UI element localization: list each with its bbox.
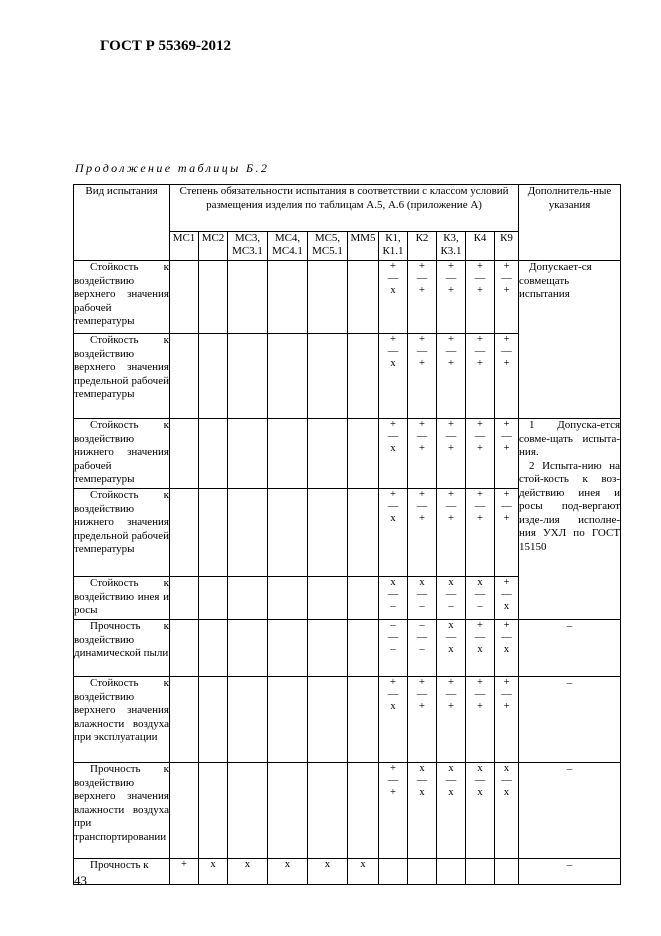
requirement-mark: + — +	[408, 334, 437, 419]
requirement-mark: +	[170, 859, 199, 885]
requirement-mark: x — –	[408, 577, 437, 620]
requirement-mark: + — +	[408, 677, 437, 763]
requirement-mark	[199, 620, 228, 677]
note-paragraph: 1 Допуска-ется совме-щать испыта-ния.	[519, 419, 621, 458]
requirement-mark	[437, 859, 466, 885]
requirement-mark	[308, 419, 348, 489]
requirement-mark	[170, 489, 199, 577]
requirement-mark: + — +	[437, 419, 466, 489]
requirement-mark: + — +	[408, 261, 437, 334]
requirement-mark	[308, 620, 348, 677]
requirement-mark	[170, 763, 199, 859]
requirement-mark: + — +	[495, 334, 519, 419]
requirement-mark	[308, 334, 348, 419]
note-dash: –	[519, 763, 621, 859]
requirement-mark: + — +	[495, 419, 519, 489]
requirement-mark: + — +	[495, 677, 519, 763]
class-header: К3, К3.1	[437, 232, 466, 261]
requirement-mark	[268, 489, 308, 577]
class-header: ММ5	[348, 232, 379, 261]
requirement-mark: + — x	[379, 489, 408, 577]
table-row	[74, 419, 621, 489]
requirement-mark: x — x	[495, 763, 519, 859]
requirements-table	[73, 184, 621, 885]
requirement-mark	[170, 677, 199, 763]
note-group	[519, 419, 621, 620]
requirement-mark	[228, 577, 268, 620]
note-dash: –	[519, 677, 621, 763]
requirement-mark	[199, 677, 228, 763]
test-name: Прочность к	[74, 859, 170, 885]
requirement-mark	[268, 577, 308, 620]
requirement-mark	[228, 489, 268, 577]
requirement-mark: – — –	[408, 620, 437, 677]
requirement-mark	[348, 419, 379, 489]
requirement-mark	[199, 419, 228, 489]
table-row	[74, 261, 621, 334]
requirement-mark: x — x	[466, 763, 495, 859]
requirement-mark	[170, 620, 199, 677]
class-header: К9	[495, 232, 519, 261]
class-header: МС1	[170, 232, 199, 261]
header-degree: Степень обязательности испытания в соответствии с классом условий размещения изделия по таблицам А.5, А.6 (приложение А)	[170, 185, 519, 232]
requirement-mark: + — +	[495, 489, 519, 577]
requirement-mark: x	[348, 859, 379, 885]
class-header: МС5, МС5.1	[308, 232, 348, 261]
requirement-mark: – — –	[379, 620, 408, 677]
test-name: Прочность к воздействию верхнего значения влажности воздуха при транспортировании	[74, 763, 170, 859]
requirement-mark: x — x	[437, 620, 466, 677]
class-header: МС2	[199, 232, 228, 261]
requirement-mark	[170, 577, 199, 620]
requirement-mark	[228, 334, 268, 419]
requirement-mark: + — +	[437, 677, 466, 763]
requirement-mark	[228, 677, 268, 763]
requirement-mark	[308, 577, 348, 620]
requirement-mark	[466, 859, 495, 885]
requirement-mark: + — +	[408, 419, 437, 489]
requirement-mark	[268, 419, 308, 489]
requirement-mark: x	[268, 859, 308, 885]
requirement-mark: + — +	[437, 261, 466, 334]
requirement-mark	[348, 489, 379, 577]
test-name: Стойкость к воздействию нижнего значения рабочей температуры	[74, 419, 170, 489]
requirement-mark: + — +	[408, 489, 437, 577]
requirement-mark	[268, 334, 308, 419]
requirement-mark: + — +	[379, 763, 408, 859]
requirement-mark	[308, 489, 348, 577]
requirement-mark	[228, 620, 268, 677]
requirement-mark	[268, 261, 308, 334]
requirement-mark: x	[308, 859, 348, 885]
document-header: ГОСТ Р 55369-2012	[100, 38, 232, 54]
requirement-mark: + — +	[466, 261, 495, 334]
requirement-mark	[308, 261, 348, 334]
table-row	[74, 677, 621, 763]
requirement-mark	[228, 419, 268, 489]
table-caption: Продолжение таблицы Б.2	[75, 161, 270, 175]
requirement-mark	[199, 261, 228, 334]
requirement-mark	[348, 677, 379, 763]
requirement-mark: + — x	[379, 677, 408, 763]
class-header: К4	[466, 232, 495, 261]
requirement-mark	[308, 763, 348, 859]
requirement-mark: x — –	[379, 577, 408, 620]
requirement-mark: + — x	[379, 334, 408, 419]
requirement-mark: + — +	[437, 489, 466, 577]
requirement-mark: + — +	[466, 489, 495, 577]
requirement-mark	[268, 620, 308, 677]
requirement-mark	[348, 261, 379, 334]
requirement-mark: + — x	[466, 620, 495, 677]
requirement-mark: + — +	[495, 261, 519, 334]
class-header: К2	[408, 232, 437, 261]
requirement-mark	[379, 859, 408, 885]
header-test-type: Вид испытания	[74, 185, 170, 261]
requirement-mark	[228, 261, 268, 334]
requirement-mark: + — +	[466, 419, 495, 489]
requirement-mark: + — x	[379, 419, 408, 489]
requirement-mark	[348, 334, 379, 419]
requirement-mark: x	[228, 859, 268, 885]
requirement-mark	[199, 577, 228, 620]
requirement-mark	[348, 577, 379, 620]
page-number: 43	[74, 873, 87, 888]
test-name: Стойкость к воздействию нижнего значения предельной рабочей температуры	[74, 489, 170, 577]
requirement-mark: + — +	[437, 334, 466, 419]
test-name: Стойкость к воздействию верхнего значения предельной рабочей температуры	[74, 334, 170, 419]
requirement-mark: + — +	[466, 677, 495, 763]
requirement-mark	[308, 677, 348, 763]
requirement-mark: + — +	[466, 334, 495, 419]
table-row	[74, 859, 621, 885]
requirement-mark	[199, 763, 228, 859]
requirement-mark: x — x	[408, 763, 437, 859]
requirement-mark	[170, 261, 199, 334]
requirement-mark	[199, 334, 228, 419]
requirement-mark: x — –	[466, 577, 495, 620]
requirement-mark: + — x	[495, 577, 519, 620]
note-dash: –	[519, 620, 621, 677]
test-name: Стойкость к воздействию инея и росы	[74, 577, 170, 620]
note-dash: –	[519, 859, 621, 885]
test-name: Стойкость к воздействию верхнего значения рабочей температуры	[74, 261, 170, 334]
test-name: Стойкость к воздействию верхнего значения влажности воздуха при эксплуатации	[74, 677, 170, 763]
requirement-mark: x — x	[437, 763, 466, 859]
note-combine: Допускает-ся совмещать испытания	[519, 261, 621, 419]
class-header: МС3, МС3.1	[228, 232, 268, 261]
class-header: МС4, МС4.1	[268, 232, 308, 261]
header-notes: Дополнитель-ные указания	[519, 185, 621, 261]
table-row	[74, 620, 621, 677]
requirement-mark	[268, 763, 308, 859]
requirement-mark	[348, 620, 379, 677]
requirement-mark: x	[199, 859, 228, 885]
requirement-mark	[268, 677, 308, 763]
requirement-mark	[199, 489, 228, 577]
table-row	[74, 763, 621, 859]
requirement-mark	[170, 334, 199, 419]
requirement-mark	[348, 763, 379, 859]
note-paragraph: 2 Испыта-нию на стой-кость к воз-действию инея и росы под-вергают изде-лия исполне-ния УХЛ по ГОСТ 15150	[519, 459, 621, 553]
requirement-mark	[495, 859, 519, 885]
test-name: Прочность к воздействию динамической пыли	[74, 620, 170, 677]
class-header: К1, К1.1	[379, 232, 408, 261]
requirement-mark: x — –	[437, 577, 466, 620]
requirement-mark	[408, 859, 437, 885]
requirement-mark	[170, 419, 199, 489]
requirement-mark	[228, 763, 268, 859]
requirement-mark: + — x	[495, 620, 519, 677]
requirement-mark: + — x	[379, 261, 408, 334]
